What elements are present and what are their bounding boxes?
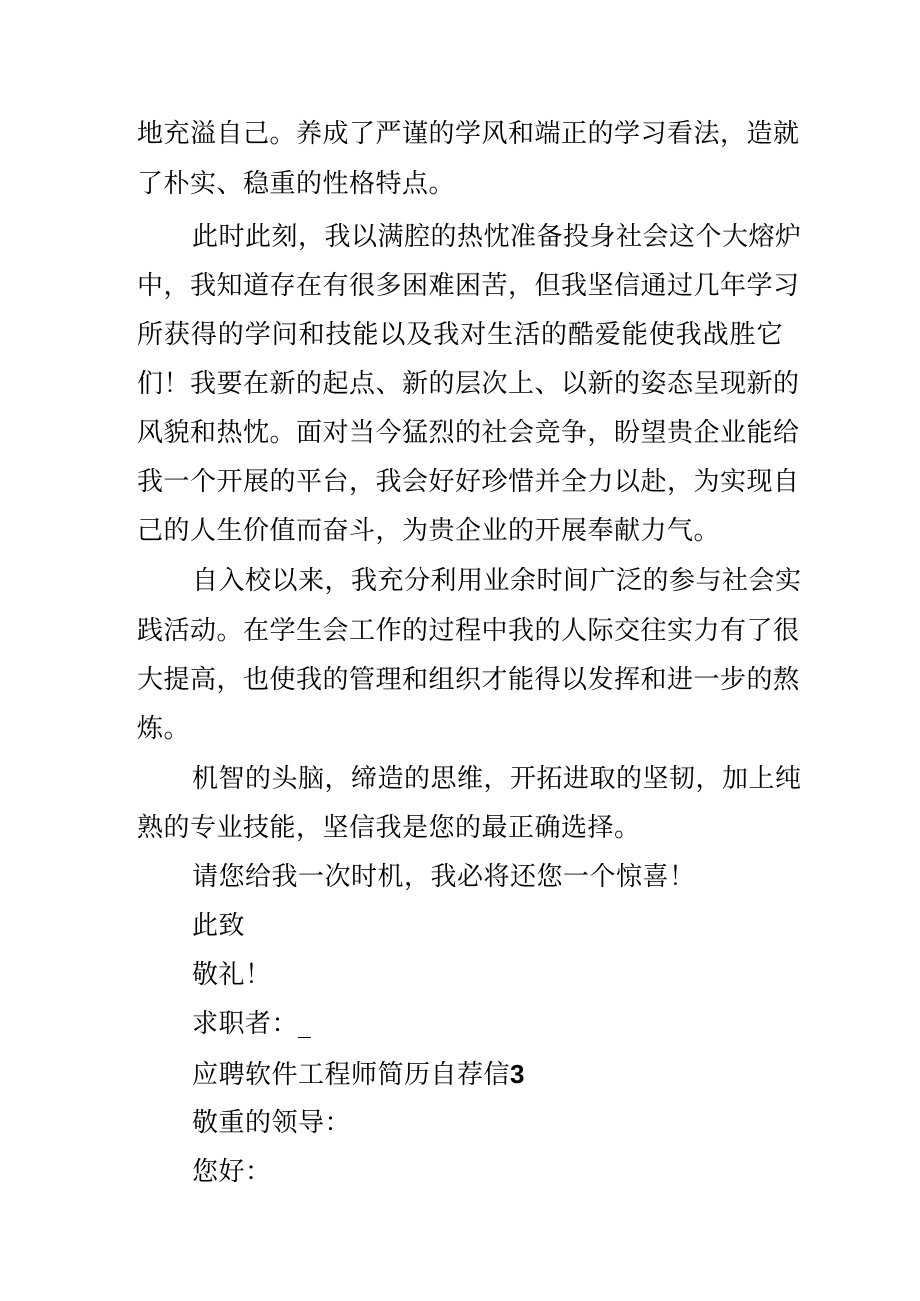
paragraph-2-line-7: 己的人生价值而奋斗，为贵企业的开展奉献力气。 — [137, 516, 721, 546]
paragraph-3-line-4: 炼。 — [137, 714, 191, 744]
paragraph-2-line-3: 所获得的学问和技能以及我对生活的酷爱能使我战胜它 — [137, 320, 783, 350]
paragraph-2-line-5: 风貌和热忱。面对当今猛烈的社会竞争，盼望贵企业能给 — [137, 418, 800, 448]
paragraph-2-line-1: 此时此刻，我以满腔的热忱准备投身社会这个大熔炉 — [192, 222, 802, 252]
paragraph-3-line-1: 自入校以来，我充分利用业余时间广泛的参与社会实 — [192, 566, 802, 596]
greeting-2: 您好： — [192, 1157, 272, 1187]
letter-title — [192, 1058, 525, 1091]
paragraph-3-line-2: 践活动。在学生会工作的过程中我的人际交往实力有了很 — [137, 616, 800, 646]
paragraph-3-line-3: 大提高，也使我的管理和组织才能得以发挥和进一步的熬 — [137, 665, 800, 695]
closing-salutation-2: 敬礼！ — [192, 960, 272, 990]
greeting-1: 敬重的领导： — [192, 1108, 352, 1138]
paragraph-2-line-2: 中，我知道存在有很多困难困苦，但我坚信通过几年学习 — [137, 271, 800, 301]
closing-request: 请您给我一次时机，我必将还您一个惊喜！ — [192, 862, 696, 892]
paragraph-1-line-2: 了朴实、稳重的性格特点。 — [137, 169, 456, 199]
paragraph-4-line-1: 机智的头脑，缔造的思维，开拓进取的坚韧，加上纯 — [192, 764, 802, 794]
paragraph-4-line-2: 熟的专业技能，坚信我是您的最正确选择。 — [137, 813, 641, 843]
signature-line: 求职者：_ — [192, 1009, 312, 1039]
paragraph-2-line-6: 我一个开展的平台，我会好好珍惜并全力以赴，为实现自 — [137, 467, 800, 497]
closing-salutation-1: 此致 — [192, 911, 246, 941]
letter-title-text: 应聘软件工程师简历自荐信 — [192, 1060, 511, 1090]
paragraph-1-line-1: 地充溢自己。养成了严谨的学风和端正的学习看法，造就 — [137, 119, 800, 149]
letter-number: 3 — [510, 1059, 525, 1089]
paragraph-2-line-4: 们！我要在新的起点、新的层次上、以新的姿态呈现新的 — [137, 369, 800, 399]
